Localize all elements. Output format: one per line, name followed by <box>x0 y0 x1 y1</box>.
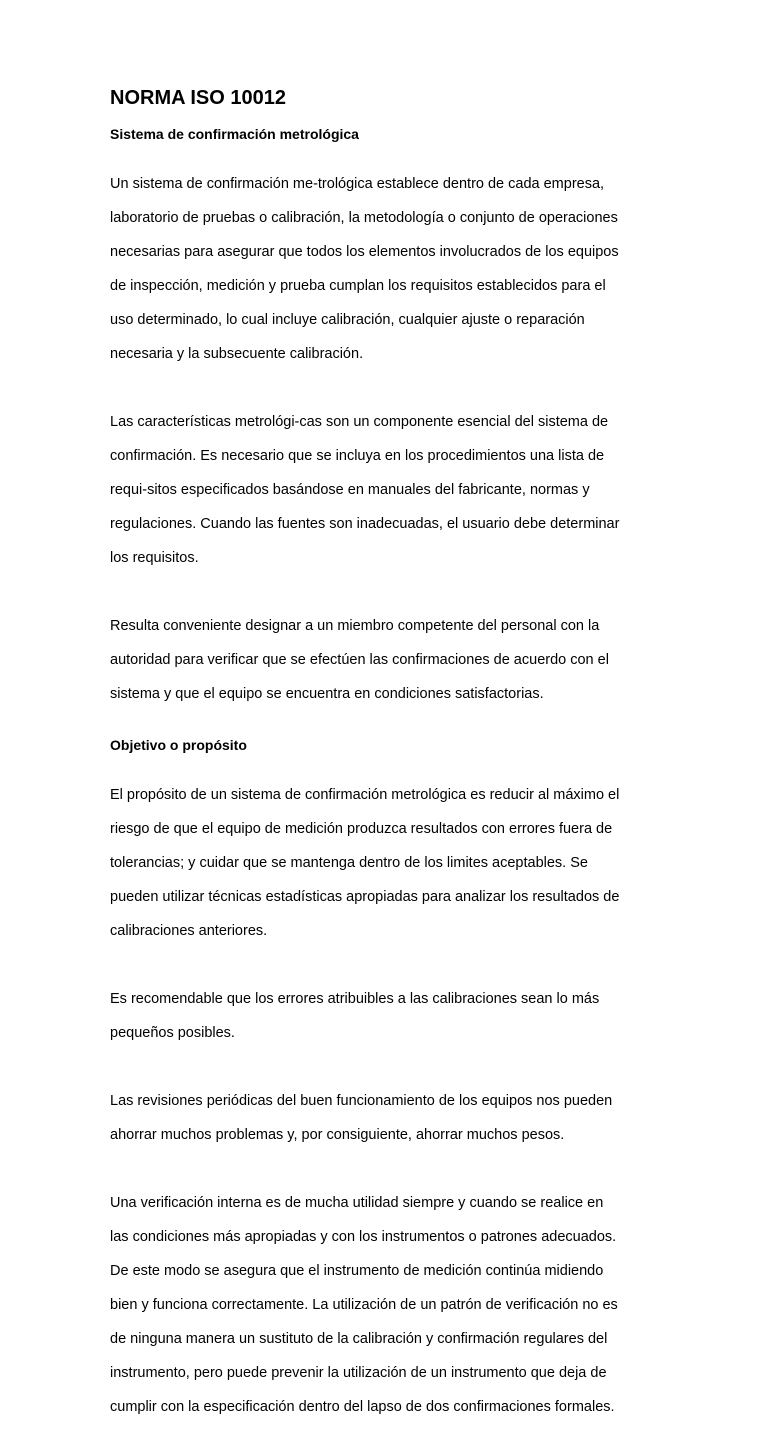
paragraph <box>110 397 658 584</box>
text-line: pequeños posibles. <box>110 1025 235 1041</box>
text-line: Resulta conveniente designar a un miembro competente del personal con la <box>110 618 600 634</box>
paragraph <box>110 1178 658 1433</box>
text-line: cumplir con la especificación dentro del lapso de dos confirmaciones formales. <box>110 1399 615 1415</box>
document-title: NORMA ISO 10012 <box>110 87 286 109</box>
paragraph <box>110 159 658 380</box>
paragraph <box>110 601 658 720</box>
text-line: tolerancias; y cuidar que se mantenga dentro de los limites aceptables. Se <box>110 855 588 871</box>
text-line: Un sistema de confirmación me-trológica establece dentro de cada empresa, <box>110 176 605 192</box>
text-line: De este modo se asegura que el instrumento de medición continúa midiendo <box>110 1263 604 1279</box>
text-line: los requisitos. <box>110 550 199 566</box>
paragraph <box>110 770 658 957</box>
document-page <box>110 86 658 1450</box>
section-heading: Objetivo o propósito <box>110 737 247 753</box>
text-line: instrumento, pero puede prevenir la utilización de un instrumento que deja de <box>110 1365 607 1381</box>
section-objetivo-proposito <box>110 737 658 1433</box>
text-line: de ninguna manera un sustituto de la calibración y confirmación regulares del <box>110 1331 608 1347</box>
text-line: las condiciones más apropiadas y con los instrumentos o patrones adecuados. <box>110 1229 617 1245</box>
text-line: Las características metrológi-cas son un componente esencial del sistema de <box>110 414 609 430</box>
text-line: uso determinado, lo cual incluye calibración, cualquier ajuste o reparación <box>110 312 585 328</box>
paragraph <box>110 1076 658 1161</box>
text-line: calibraciones anteriores. <box>110 923 268 939</box>
paragraph <box>110 974 658 1059</box>
text-line: Las revisiones periódicas del buen funcionamiento de los equipos nos pueden <box>110 1093 613 1109</box>
section-sistema-confirmacion <box>110 126 658 720</box>
text-line: confirmación. Es necesario que se incluya en los procedimientos una lista de <box>110 448 605 464</box>
text-line: pueden utilizar técnicas estadísticas apropiadas para analizar los resultados de <box>110 889 620 905</box>
text-line: riesgo de que el equipo de medición produzca resultados con errores fuera de <box>110 821 613 837</box>
text-line: ahorrar muchos problemas y, por consiguiente, ahorrar muchos pesos. <box>110 1127 565 1143</box>
section-heading: Sistema de confirmación metrológica <box>110 126 359 142</box>
text-line: necesarias para asegurar que todos los elementos involucrados de los equipos <box>110 244 619 260</box>
text-line: Es recomendable que los errores atribuibles a las calibraciones sean lo más <box>110 991 600 1007</box>
text-line: sistema y que el equipo se encuentra en condiciones satisfactorias. <box>110 686 544 702</box>
text-line: requi-sitos especificados basándose en manuales del fabricante, normas y <box>110 482 590 498</box>
text-line: laboratorio de pruebas o calibración, la metodología o conjunto de operaciones <box>110 210 618 226</box>
text-line: autoridad para verificar que se efectúen las confirmaciones de acuerdo con el <box>110 652 609 668</box>
text-line: bien y funciona correctamente. La utilización de un patrón de verificación no es <box>110 1297 618 1313</box>
text-line: necesaria y la subsecuente calibración. <box>110 346 364 362</box>
text-line: regulaciones. Cuando las fuentes son inadecuadas, el usuario debe determinar <box>110 516 620 532</box>
text-line: Una verificación interna es de mucha utilidad siempre y cuando se realice en <box>110 1195 604 1211</box>
text-line: El propósito de un sistema de confirmación metrológica es reducir al máximo el <box>110 787 620 803</box>
text-line: de inspección, medición y prueba cumplan los requisitos establecidos para el <box>110 278 606 294</box>
